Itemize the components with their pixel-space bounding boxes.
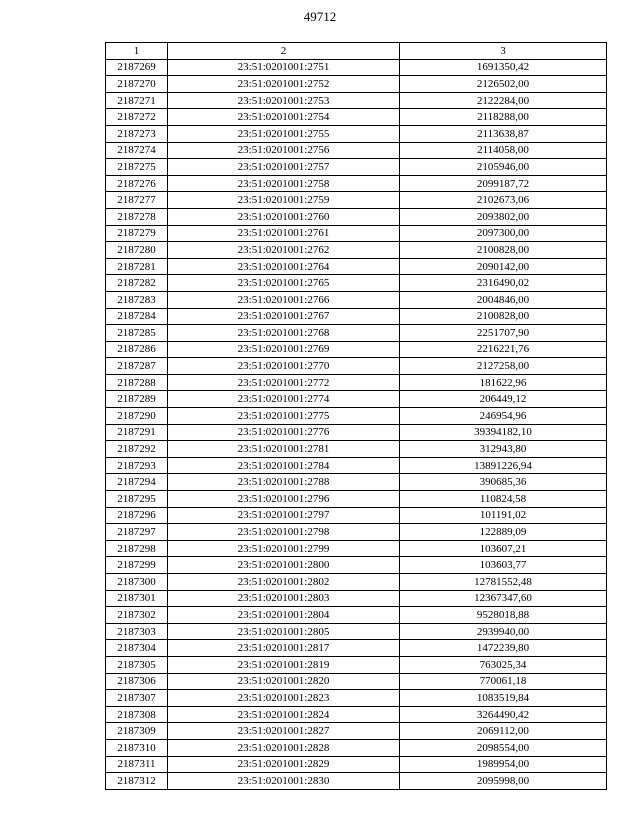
table-cell-col-3: 2098554,00 [400, 739, 607, 756]
table-cell-col-2: 23:51:0201001:2819 [168, 656, 400, 673]
table-cell-col-1: 2187288 [106, 374, 168, 391]
table-cell-col-2: 23:51:0201001:2756 [168, 142, 400, 159]
table-cell-col-3: 2114058,00 [400, 142, 607, 159]
table-cell-col-3: 122889,09 [400, 524, 607, 541]
table-cell-col-1: 2187297 [106, 524, 168, 541]
table-cell-col-1: 2187273 [106, 125, 168, 142]
column-header-3: 3 [400, 43, 607, 60]
table-cell-col-2: 23:51:0201001:2799 [168, 540, 400, 557]
table-row [106, 540, 607, 557]
table-cell-col-2: 23:51:0201001:2772 [168, 374, 400, 391]
table-cell-col-1: 2187310 [106, 739, 168, 756]
table-row [106, 242, 607, 259]
table-cell-col-2: 23:51:0201001:2830 [168, 773, 400, 790]
table-row [106, 192, 607, 209]
table-cell-col-1: 2187311 [106, 756, 168, 773]
table-cell-col-1: 2187294 [106, 474, 168, 491]
table-cell-col-1: 2187305 [106, 656, 168, 673]
table-cell-col-1: 2187300 [106, 574, 168, 591]
table-cell-col-2: 23:51:0201001:2752 [168, 76, 400, 93]
table-row [106, 557, 607, 574]
table-cell-col-2: 23:51:0201001:2820 [168, 673, 400, 690]
table-cell-col-1: 2187296 [106, 507, 168, 524]
table-row [106, 109, 607, 126]
table-row [106, 457, 607, 474]
table-cell-col-3: 1083519,84 [400, 690, 607, 707]
table-cell-col-3: 770061,18 [400, 673, 607, 690]
table-cell-col-2: 23:51:0201001:2754 [168, 109, 400, 126]
table-row [106, 142, 607, 159]
table-cell-col-1: 2187301 [106, 590, 168, 607]
table-row [106, 291, 607, 308]
table-cell-col-1: 2187284 [106, 308, 168, 325]
table-cell-col-2: 23:51:0201001:2824 [168, 706, 400, 723]
table-cell-col-2: 23:51:0201001:2764 [168, 258, 400, 275]
table-row [106, 159, 607, 176]
table-cell-col-3: 2090142,00 [400, 258, 607, 275]
table-cell-col-2: 23:51:0201001:2802 [168, 574, 400, 591]
table-cell-col-3: 1989954,00 [400, 756, 607, 773]
table-cell-col-2: 23:51:0201001:2770 [168, 358, 400, 375]
table-cell-col-1: 2187299 [106, 557, 168, 574]
table-row [106, 524, 607, 541]
table-row [106, 275, 607, 292]
table-cell-col-2: 23:51:0201001:2805 [168, 623, 400, 640]
table-row [106, 623, 607, 640]
table-cell-col-3: 13891226,94 [400, 457, 607, 474]
table-cell-col-3: 2122284,00 [400, 92, 607, 109]
table-row [106, 739, 607, 756]
table-cell-col-1: 2187303 [106, 623, 168, 640]
table-cell-col-2: 23:51:0201001:2788 [168, 474, 400, 491]
table-cell-col-2: 23:51:0201001:2757 [168, 159, 400, 176]
table-cell-col-2: 23:51:0201001:2751 [168, 59, 400, 76]
table-row [106, 507, 607, 524]
table-cell-col-2: 23:51:0201001:2768 [168, 325, 400, 342]
table-cell-col-2: 23:51:0201001:2798 [168, 524, 400, 541]
table-cell-col-2: 23:51:0201001:2767 [168, 308, 400, 325]
table-cell-col-3: 206449,12 [400, 391, 607, 408]
table-cell-col-3: 12781552,48 [400, 574, 607, 591]
table-cell-col-1: 2187279 [106, 225, 168, 242]
table-body [106, 59, 607, 789]
table-row [106, 258, 607, 275]
page-number: 49712 [303, 9, 337, 24]
table-cell-col-2: 23:51:0201001:2775 [168, 408, 400, 425]
table-row [106, 325, 607, 342]
table-cell-col-1: 2187271 [106, 92, 168, 109]
table-cell-col-3: 2100828,00 [400, 308, 607, 325]
table-cell-col-1: 2187312 [106, 773, 168, 790]
table-cell-col-1: 2187302 [106, 607, 168, 624]
table-cell-col-2: 23:51:0201001:2823 [168, 690, 400, 707]
table-cell-col-2: 23:51:0201001:2784 [168, 457, 400, 474]
table-cell-col-3: 2093802,00 [400, 208, 607, 225]
table-row [106, 706, 607, 723]
table-cell-col-2: 23:51:0201001:2760 [168, 208, 400, 225]
table-cell-col-1: 2187307 [106, 690, 168, 707]
table-cell-col-2: 23:51:0201001:2776 [168, 424, 400, 441]
table-row [106, 76, 607, 93]
table-header-row [106, 43, 607, 60]
table-cell-col-3: 2004846,00 [400, 291, 607, 308]
table-row [106, 607, 607, 624]
table-row [106, 474, 607, 491]
table-cell-col-3: 2251707,90 [400, 325, 607, 342]
table-row [106, 590, 607, 607]
table-cell-col-3: 2939940,00 [400, 623, 607, 640]
table-cell-col-1: 2187292 [106, 441, 168, 458]
table-row [106, 341, 607, 358]
table-cell-col-3: 181622,96 [400, 374, 607, 391]
table-cell-col-3: 1472239,80 [400, 640, 607, 657]
table-cell-col-2: 23:51:0201001:2817 [168, 640, 400, 657]
table-cell-col-2: 23:51:0201001:2781 [168, 441, 400, 458]
table-cell-col-3: 2099187,72 [400, 175, 607, 192]
table-cell-col-1: 2187304 [106, 640, 168, 657]
table-cell-col-2: 23:51:0201001:2796 [168, 491, 400, 508]
table-cell-col-1: 2187277 [106, 192, 168, 209]
table-cell-col-3: 110824,58 [400, 491, 607, 508]
table-cell-col-2: 23:51:0201001:2800 [168, 557, 400, 574]
table-cell-col-1: 2187276 [106, 175, 168, 192]
table-cell-col-1: 2187274 [106, 142, 168, 159]
table-cell-col-2: 23:51:0201001:2759 [168, 192, 400, 209]
table-cell-col-3: 2216221,76 [400, 341, 607, 358]
table-cell-col-1: 2187308 [106, 706, 168, 723]
table-cell-col-1: 2187293 [106, 457, 168, 474]
table-cell-col-2: 23:51:0201001:2828 [168, 739, 400, 756]
data-table [105, 42, 607, 790]
table-cell-col-1: 2187309 [106, 723, 168, 740]
table-row [106, 358, 607, 375]
table-row [106, 308, 607, 325]
table-cell-col-3: 1691350,42 [400, 59, 607, 76]
column-header-2: 2 [168, 43, 400, 60]
table-cell-col-2: 23:51:0201001:2797 [168, 507, 400, 524]
table-row [106, 656, 607, 673]
table-cell-col-1: 2187275 [106, 159, 168, 176]
table-row [106, 125, 607, 142]
table-cell-col-3: 2118288,00 [400, 109, 607, 126]
table-cell-col-3: 2126502,00 [400, 76, 607, 93]
table-cell-col-3: 39394182,10 [400, 424, 607, 441]
table-cell-col-3: 246954,96 [400, 408, 607, 425]
table-cell-col-2: 23:51:0201001:2804 [168, 607, 400, 624]
table-row [106, 723, 607, 740]
table-row [106, 690, 607, 707]
table-cell-col-2: 23:51:0201001:2774 [168, 391, 400, 408]
table-cell-col-1: 2187295 [106, 491, 168, 508]
table-cell-col-1: 2187270 [106, 76, 168, 93]
table-cell-col-1: 2187289 [106, 391, 168, 408]
table-cell-col-1: 2187282 [106, 275, 168, 292]
table-row [106, 59, 607, 76]
table-row [106, 374, 607, 391]
table-cell-col-3: 390685,36 [400, 474, 607, 491]
table-cell-col-3: 9528018,88 [400, 607, 607, 624]
table-row [106, 491, 607, 508]
table-row [106, 441, 607, 458]
column-header-1: 1 [106, 43, 168, 60]
table-cell-col-3: 2113638,87 [400, 125, 607, 142]
table-cell-col-3: 2127258,00 [400, 358, 607, 375]
table-cell-col-1: 2187286 [106, 341, 168, 358]
table-row [106, 673, 607, 690]
table-row [106, 640, 607, 657]
table-cell-col-2: 23:51:0201001:2765 [168, 275, 400, 292]
table-cell-col-1: 2187290 [106, 408, 168, 425]
table-row [106, 424, 607, 441]
table-row [106, 773, 607, 790]
table-cell-col-3: 101191,02 [400, 507, 607, 524]
table-cell-col-2: 23:51:0201001:2769 [168, 341, 400, 358]
table-cell-col-1: 2187278 [106, 208, 168, 225]
table-row [106, 92, 607, 109]
table-cell-col-3: 763025,34 [400, 656, 607, 673]
table-cell-col-2: 23:51:0201001:2762 [168, 242, 400, 259]
table-cell-col-2: 23:51:0201001:2829 [168, 756, 400, 773]
table-row [106, 756, 607, 773]
table-cell-col-3: 103607,21 [400, 540, 607, 557]
table-cell-col-1: 2187272 [106, 109, 168, 126]
table-cell-col-1: 2187281 [106, 258, 168, 275]
table-cell-col-3: 2100828,00 [400, 242, 607, 259]
table-cell-col-3: 2097300,00 [400, 225, 607, 242]
table-row [106, 408, 607, 425]
table-cell-col-3: 2069112,00 [400, 723, 607, 740]
table-row [106, 574, 607, 591]
table-cell-col-1: 2187283 [106, 291, 168, 308]
table-row [106, 175, 607, 192]
table-cell-col-1: 2187298 [106, 540, 168, 557]
table-row [106, 391, 607, 408]
table-row [106, 225, 607, 242]
table-cell-col-1: 2187291 [106, 424, 168, 441]
table-cell-col-1: 2187280 [106, 242, 168, 259]
table-row [106, 208, 607, 225]
table-cell-col-2: 23:51:0201001:2761 [168, 225, 400, 242]
table-cell-col-1: 2187287 [106, 358, 168, 375]
table-cell-col-3: 2105946,00 [400, 159, 607, 176]
table-cell-col-3: 12367347,60 [400, 590, 607, 607]
table-cell-col-1: 2187269 [106, 59, 168, 76]
table-cell-col-3: 3264490,42 [400, 706, 607, 723]
table-cell-col-2: 23:51:0201001:2753 [168, 92, 400, 109]
table-cell-col-2: 23:51:0201001:2758 [168, 175, 400, 192]
table-cell-col-1: 2187285 [106, 325, 168, 342]
table-cell-col-1: 2187306 [106, 673, 168, 690]
table-cell-col-3: 103603,77 [400, 557, 607, 574]
table-cell-col-2: 23:51:0201001:2766 [168, 291, 400, 308]
table-cell-col-2: 23:51:0201001:2827 [168, 723, 400, 740]
table-cell-col-3: 2102673,06 [400, 192, 607, 209]
table-cell-col-2: 23:51:0201001:2755 [168, 125, 400, 142]
table-cell-col-3: 2316490,02 [400, 275, 607, 292]
table-cell-col-2: 23:51:0201001:2803 [168, 590, 400, 607]
table-cell-col-3: 2095998,00 [400, 773, 607, 790]
table-cell-col-3: 312943,80 [400, 441, 607, 458]
